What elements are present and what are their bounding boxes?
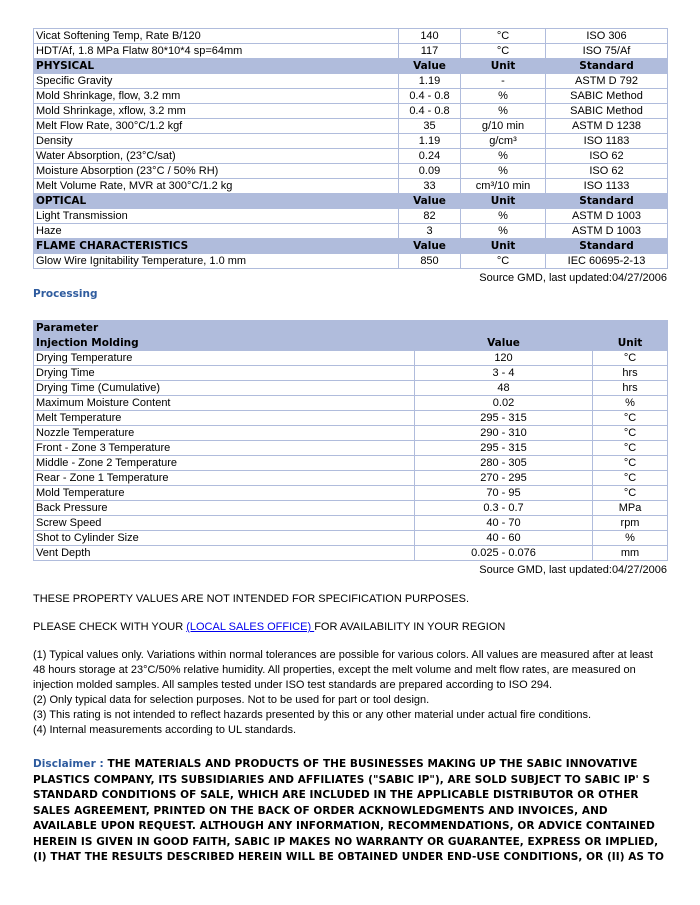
- table-row: [34, 366, 668, 381]
- param-label: Middle - Zone 2 Temperature: [34, 456, 415, 471]
- property-label: Haze: [34, 224, 399, 239]
- property-label: Water Absorption, (23°C/sat): [34, 149, 399, 164]
- param-label: Mold Temperature: [34, 486, 415, 501]
- param-unit: °C: [593, 456, 668, 471]
- param-value: 270 - 295: [415, 471, 593, 486]
- property-value: 140: [399, 29, 461, 44]
- param-label: Drying Time (Cumulative): [34, 381, 415, 396]
- table-row: [34, 44, 668, 59]
- column-header-unit: Unit: [461, 239, 546, 254]
- property-standard: ISO 75/Af: [546, 44, 668, 59]
- property-value: 0.4 - 0.8: [399, 89, 461, 104]
- property-label: Glow Wire Ignitability Temperature, 1.0 mm: [34, 254, 399, 269]
- property-standard: ISO 62: [546, 164, 668, 179]
- property-label: Moisture Absorption (23°C / 50% RH): [34, 164, 399, 179]
- param-unit: °C: [593, 351, 668, 366]
- property-unit: °C: [461, 254, 546, 269]
- property-standard: ASTM D 1003: [546, 224, 668, 239]
- property-value: 850: [399, 254, 461, 269]
- footnotes: [33, 648, 667, 738]
- param-value: 40 - 70: [415, 516, 593, 531]
- section-header-physical: [34, 59, 668, 74]
- param-unit: °C: [593, 486, 668, 501]
- table-row: [34, 516, 668, 531]
- processing-table: [33, 320, 668, 561]
- property-value: 33: [399, 179, 461, 194]
- table-row: [34, 104, 668, 119]
- footnote: (2) Only typical data for selection purposes. Not to be used for part or tool design.: [33, 694, 430, 706]
- param-unit: °C: [593, 426, 668, 441]
- availability-suffix: FOR AVAILABILITY IN YOUR REGION: [314, 621, 506, 633]
- table-row: [34, 134, 668, 149]
- table-row: [34, 546, 668, 561]
- property-unit: %: [461, 209, 546, 224]
- param-value: 0.025 - 0.076: [415, 546, 593, 561]
- param-label: Drying Time: [34, 366, 415, 381]
- table-row: [34, 164, 668, 179]
- property-unit: %: [461, 104, 546, 119]
- property-value: 1.19: [399, 134, 461, 149]
- table-row: [34, 411, 668, 426]
- section-header-flame: [34, 239, 668, 254]
- section-title: OPTICAL: [34, 194, 399, 209]
- param-unit: °C: [593, 441, 668, 456]
- section-header-optical: [34, 194, 668, 209]
- property-standard: ISO 1133: [546, 179, 668, 194]
- availability-prefix: PLEASE CHECK WITH YOUR: [33, 621, 187, 633]
- source-note: Source GMD, last updated:04/27/2006: [479, 272, 667, 284]
- param-label: Melt Temperature: [34, 411, 415, 426]
- property-label: Light Transmission: [34, 209, 399, 224]
- param-label: Back Pressure: [34, 501, 415, 516]
- param-unit: %: [593, 531, 668, 546]
- property-label: Melt Volume Rate, MVR at 300°C/1.2 kg: [34, 179, 399, 194]
- table-row: [34, 456, 668, 471]
- local-sales-office-link[interactable]: (LOCAL SALES OFFICE): [186, 621, 315, 633]
- param-label: Front - Zone 3 Temperature: [34, 441, 415, 456]
- processing-source-note: Source GMD, last updated:04/27/2006: [479, 564, 667, 576]
- disclaimer-label: Disclaimer :: [33, 758, 108, 770]
- table-row: [34, 119, 668, 134]
- disclaimer: [33, 757, 667, 866]
- column-header-value: Value: [399, 194, 461, 209]
- property-label: Melt Flow Rate, 300°C/1.2 kgf: [34, 119, 399, 134]
- table-row: [34, 179, 668, 194]
- param-label: Shot to Cylinder Size: [34, 531, 415, 546]
- property-value: 0.4 - 0.8: [399, 104, 461, 119]
- property-standard: ASTM D 1003: [546, 209, 668, 224]
- property-standard: IEC 60695-2-13: [546, 254, 668, 269]
- column-header-unit: Unit: [461, 194, 546, 209]
- processing-title: Processing: [33, 288, 98, 300]
- param-unit: mm: [593, 546, 668, 561]
- table-row: [34, 396, 668, 411]
- param-value: 40 - 60: [415, 531, 593, 546]
- property-value: 82: [399, 209, 461, 224]
- param-value: 3 - 4: [415, 366, 593, 381]
- param-value: 48: [415, 381, 593, 396]
- property-label: Mold Shrinkage, flow, 3.2 mm: [34, 89, 399, 104]
- param-label: Maximum Moisture Content: [34, 396, 415, 411]
- param-unit: MPa: [593, 501, 668, 516]
- datasheet-content: [33, 28, 667, 866]
- param-label: Rear - Zone 1 Temperature: [34, 471, 415, 486]
- group-header: Injection Molding: [34, 336, 415, 351]
- param-label: Nozzle Temperature: [34, 426, 415, 441]
- processing-header-injection-molding: [34, 336, 668, 351]
- table-row: [34, 381, 668, 396]
- property-unit: cm³/10 min: [461, 179, 546, 194]
- property-unit: g/10 min: [461, 119, 546, 134]
- param-label: Drying Temperature: [34, 351, 415, 366]
- property-label: Mold Shrinkage, xflow, 3.2 mm: [34, 104, 399, 119]
- footnote: (1) Typical values only. Variations within normal tolerances are possible for various colors. All values are measured after at least 48 hours storage at 23°C/50% relative humidity. All properties, except the melt volume and melt flow rates, are measured on injection molded samples. All samples tested under ISO test standards are prepared according to ISO 294.: [33, 649, 653, 691]
- column-header-value: Value: [415, 336, 593, 351]
- property-standard: ISO 1183: [546, 134, 668, 149]
- table-row: [34, 351, 668, 366]
- param-value: 295 - 315: [415, 411, 593, 426]
- property-standard: SABIC Method: [546, 104, 668, 119]
- table-row: [34, 426, 668, 441]
- property-label: Specific Gravity: [34, 74, 399, 89]
- property-unit: %: [461, 164, 546, 179]
- footnote: (3) This rating is not intended to reflect hazards presented by this or any other material under actual fire conditions.: [33, 709, 592, 721]
- table-row: [34, 471, 668, 486]
- table-row: [34, 441, 668, 456]
- column-header-value: Value: [399, 59, 461, 74]
- property-unit: g/cm³: [461, 134, 546, 149]
- property-value: 117: [399, 44, 461, 59]
- column-header-standard: Standard: [546, 239, 668, 254]
- property-value: 35: [399, 119, 461, 134]
- param-unit: °C: [593, 471, 668, 486]
- param-value: 70 - 95: [415, 486, 593, 501]
- property-label: Density: [34, 134, 399, 149]
- property-value: 0.09: [399, 164, 461, 179]
- property-value: 3: [399, 224, 461, 239]
- property-label: Vicat Softening Temp, Rate B/120: [34, 29, 399, 44]
- param-value: 120: [415, 351, 593, 366]
- property-value: 1.19: [399, 74, 461, 89]
- param-value: 290 - 310: [415, 426, 593, 441]
- column-header-unit: Unit: [593, 336, 668, 351]
- disclaimer-text: THE MATERIALS AND PRODUCTS OF THE BUSINESSES MAKING UP THE SABIC INNOVATIVE PLASTICS COMPANY, ITS SUBSIDIARIES AND AFFILIATES ("SABIC IP"), ARE SOLD SUBJECT TO SABIC IP' S STANDARD CONDITIONS OF SALE, WHICH ARE INCLUDED IN THE APPLICABLE DISTRIBUTOR OR OTHER SALES AGREEMENT, PRINTED ON THE BACK OF ORDER ACKNOWLEDGMENTS AND INVOICES, AND AVAILABLE UPON REQUEST. ALTHOUGH ANY INFORMATION, RECOMMENDATIONS, OR ADVICE CONTAINED HEREIN IS GIVEN IN GOOD FAITH, SABIC IP MAKES NO WARRANTY OR GUARANTEE, EXPRESS OR IMPLIED, (I) THAT THE RESULTS DESCRIBED HEREIN WILL BE OBTAINED UNDER END-USE CONDITIONS, OR (II) AS TO: [33, 758, 664, 863]
- property-label: HDT/Af, 1.8 MPa Flatw 80*10*4 sp=64mm: [34, 44, 399, 59]
- param-value: 0.02: [415, 396, 593, 411]
- column-header-standard: Standard: [546, 59, 668, 74]
- param-unit: hrs: [593, 381, 668, 396]
- property-unit: %: [461, 224, 546, 239]
- property-standard: ISO 62: [546, 149, 668, 164]
- property-standard: ISO 306: [546, 29, 668, 44]
- param-unit: hrs: [593, 366, 668, 381]
- property-unit: %: [461, 149, 546, 164]
- column-header-value: Value: [399, 239, 461, 254]
- property-standard: ASTM D 792: [546, 74, 668, 89]
- table-row: [34, 224, 668, 239]
- table-row: [34, 74, 668, 89]
- processing-header-parameter: [34, 321, 668, 336]
- table-row: [34, 531, 668, 546]
- table-row: [34, 89, 668, 104]
- table-row: [34, 149, 668, 164]
- table-row: [34, 209, 668, 224]
- param-label: Vent Depth: [34, 546, 415, 561]
- property-standard: SABIC Method: [546, 89, 668, 104]
- section-title: FLAME CHARACTERISTICS: [34, 239, 399, 254]
- availability-notice: [33, 620, 667, 634]
- column-header-standard: Standard: [546, 194, 668, 209]
- param-unit: rpm: [593, 516, 668, 531]
- table-row: [34, 29, 668, 44]
- section-title: PHYSICAL: [34, 59, 399, 74]
- param-value: 280 - 305: [415, 456, 593, 471]
- footnote: (4) Internal measurements according to UL standards.: [33, 724, 297, 736]
- parameter-header: Parameter: [34, 321, 668, 336]
- param-unit: °C: [593, 411, 668, 426]
- property-unit: %: [461, 89, 546, 104]
- property-standard: ASTM D 1238: [546, 119, 668, 134]
- property-unit: °C: [461, 44, 546, 59]
- property-value: 0.24: [399, 149, 461, 164]
- property-unit: °C: [461, 29, 546, 44]
- table-row: [34, 254, 668, 269]
- properties-table: [33, 28, 668, 269]
- table-row: [34, 501, 668, 516]
- param-value: 295 - 315: [415, 441, 593, 456]
- param-label: Screw Speed: [34, 516, 415, 531]
- property-unit: -: [461, 74, 546, 89]
- column-header-unit: Unit: [461, 59, 546, 74]
- param-unit: %: [593, 396, 668, 411]
- param-value: 0.3 - 0.7: [415, 501, 593, 516]
- specification-notice: THESE PROPERTY VALUES ARE NOT INTENDED FOR SPECIFICATION PURPOSES.: [33, 593, 470, 605]
- table-row: [34, 486, 668, 501]
